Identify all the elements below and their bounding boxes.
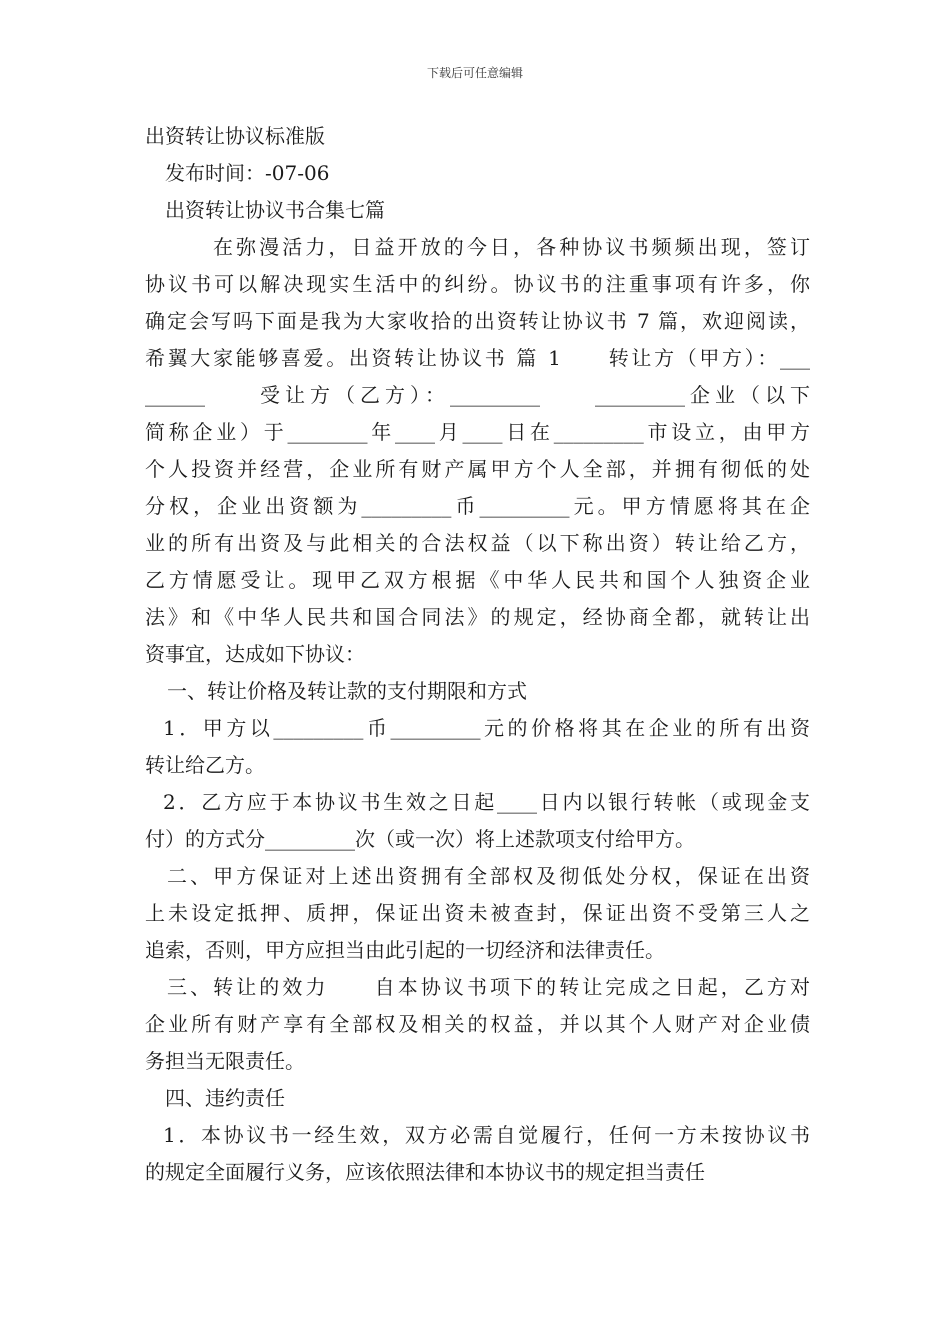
paragraph-line: 上未设定抵押、质押，保证出资未被查封，保证出资不受第三人之	[145, 901, 810, 925]
section-heading: 二、甲方保证对上述出资拥有全部权及彻低处分权，保证在出资	[167, 864, 810, 888]
header-note: 下载后可任意编辑	[426, 66, 523, 80]
paragraph-line: 确定会写吗下面是我为大家收拾的出资转让协议书 7 篇，欢迎阅读，	[145, 309, 810, 333]
section-heading: 一、转让价格及转让款的支付期限和方式	[167, 679, 527, 703]
document-title: 出资转让协议标准版	[145, 124, 325, 148]
paragraph-line: 分权，企业出资额为_________币_________元。甲方情愿将其在企	[145, 494, 810, 518]
paragraph-line: 协议书可以解决现实生活中的纠纷。协议书的注重事项有许多，你	[145, 272, 810, 296]
document-body	[145, 118, 810, 1191]
paragraph-line: 简称企业）于________年____月____日在_________市设立，由甲方	[145, 420, 810, 444]
paragraph-line: 在弥漫活力，日益开放的今日，各种协议书频频出现，签订	[213, 235, 810, 259]
section-heading: 三、转让的效力 自本协议书项下的转让完成之日起，乙方对	[167, 975, 810, 999]
paragraph-line: ______ 受让方（乙方）：_________ _________企业（以下	[145, 383, 810, 407]
paragraph-line: 个人投资并经营，企业所有财产属甲方个人全部，并拥有彻低的处	[145, 457, 810, 481]
clause-line: 的规定全面履行义务，应该依照法律和本协议书的规定担当责任	[145, 1160, 705, 1184]
paragraph-line: 追索，否则，甲方应担当由此引起的一切经济和法律责任。	[145, 938, 665, 962]
clause-line: 付）的方式分_________次（或一次）将上述款项支付给甲方。	[145, 827, 695, 851]
paragraph-line: 企业所有财产享有全部权及相关的权益，并以其个人财产对企业债	[145, 1012, 810, 1036]
paragraph-line: 乙方情愿受让。现甲乙双方根据《中华人民共和国个人独资企业	[145, 568, 810, 592]
section-heading: 四、违约责任	[165, 1086, 285, 1110]
paragraph-line: 法》和《中华人民共和国合同法》的规定，经协商全都，就转让出	[145, 605, 810, 629]
paragraph-line: 务担当无限责任。	[145, 1049, 305, 1073]
clause-line: 1．本协议书一经生效，双方必需自觉履行，任何一方未按协议书	[163, 1123, 810, 1147]
publish-date: 发布时间：-07-06	[165, 161, 330, 185]
clause-line: 1．甲方以_________币_________元的价格将其在企业的所有出资	[163, 716, 810, 740]
paragraph-line: 希翼大家能够喜爱。出资转让协议书 篇 1 转让方（甲方）：___	[145, 346, 810, 370]
paragraph-line: 资事宜，达成如下协议：	[145, 642, 365, 666]
document-subtitle: 出资转让协议书合集七篇	[165, 198, 385, 222]
paragraph-line: 业的所有出资及与此相关的合法权益（以下称出资）转让给乙方，	[145, 531, 810, 555]
clause-line: 2．乙方应于本协议书生效之日起____日内以银行转帐（或现金支	[163, 790, 810, 814]
clause-line: 转让给乙方。	[145, 753, 265, 777]
